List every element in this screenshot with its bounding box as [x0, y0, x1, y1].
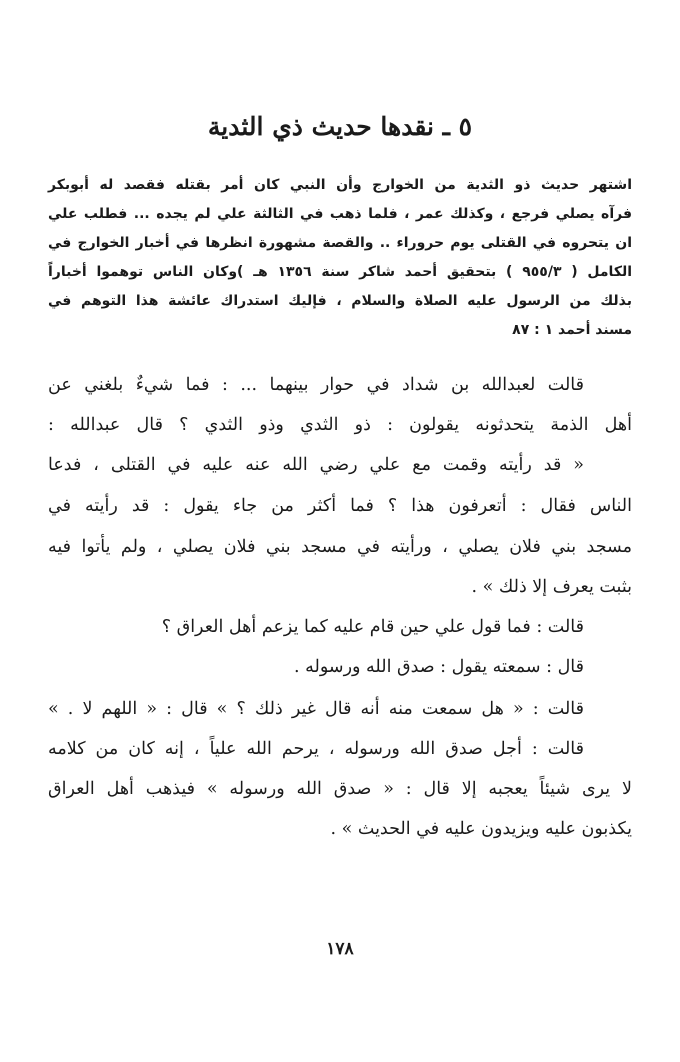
body-line: بثبت يعرف إلا ذلك » .: [471, 577, 632, 597]
body-line: قالت : أجل صدق الله ورسوله ، يرحم الله علياً ، إنه كان من كلامه: [48, 739, 584, 759]
intro-line: اشتهر حديث ذو الثدية من الخوارج وأن النبي كان أمر بقتله فقصد له أبوبكر: [48, 177, 632, 193]
intro-line: الكامل ( ٩٥٥/٣ ) بتحقيق أحمد شاكر سنة ١٣٥٦ هـ )وكان الناس توهموا أخباراً: [48, 264, 633, 280]
intro-line: فرآه يصلي فرجع ، وكذلك عمر ، فلما ذهب في الثالثة علي لم يجده ... فطلب علي: [48, 206, 632, 222]
body-line: مسجد بني فلان يصلي ، ورأيته في مسجد بني فلان يصلي ، ولم يأتوا فيه: [48, 537, 632, 557]
body-line: الناس فقال : أتعرفون هذا ؟ فما أكثر من جاء يقول : قد رأيته في: [48, 496, 632, 516]
section-title: ٥ ـ نقدها حديث ذي الثدية: [207, 112, 473, 141]
body-line: لا يرى شيئاً يعجبه إلا قال : « صدق الله ورسوله » فيذهب أهل العراق: [48, 779, 632, 799]
intro-line: بذلك من الرسول عليه الصلاة والسلام ، فإليك استدراك عائشة هذا التوهم في: [48, 293, 632, 309]
intro-line: مسند أحمد ١ : ٨٧: [512, 322, 632, 338]
intro-line: ان يتحروه في القتلى يوم حروراء .. والقصة مشهورة انظرها في أخبار الخوارج في: [48, 235, 632, 251]
body-line: أهل الذمة يتحدثونه يقولون : ذو الثدي وذو الثدي ؟ قال عبدالله :: [48, 415, 632, 435]
body-line: قال : سمعته يقول : صدق الله ورسوله .: [294, 657, 584, 677]
body-line: قالت : فما قول علي حين قام عليه كما يزعم أهل العراق ؟: [161, 617, 584, 637]
body-line: قالت لعبدالله بن شداد في حوار بينهما ... : فما شيءٌ بلغني عن: [48, 375, 584, 395]
body-line: « قد رأيته وقمت مع علي رضي الله عنه عليه في القتلى ، فدعا: [48, 455, 584, 475]
body-line: قالت : « هل سمعت منه أنه قال غير ذلك ؟ » قال : « اللهم لا . »: [48, 699, 584, 719]
body-line: يكذبون عليه ويزيدون عليه في الحديث » .: [330, 819, 632, 839]
page-number: ١٧٨: [326, 939, 354, 959]
